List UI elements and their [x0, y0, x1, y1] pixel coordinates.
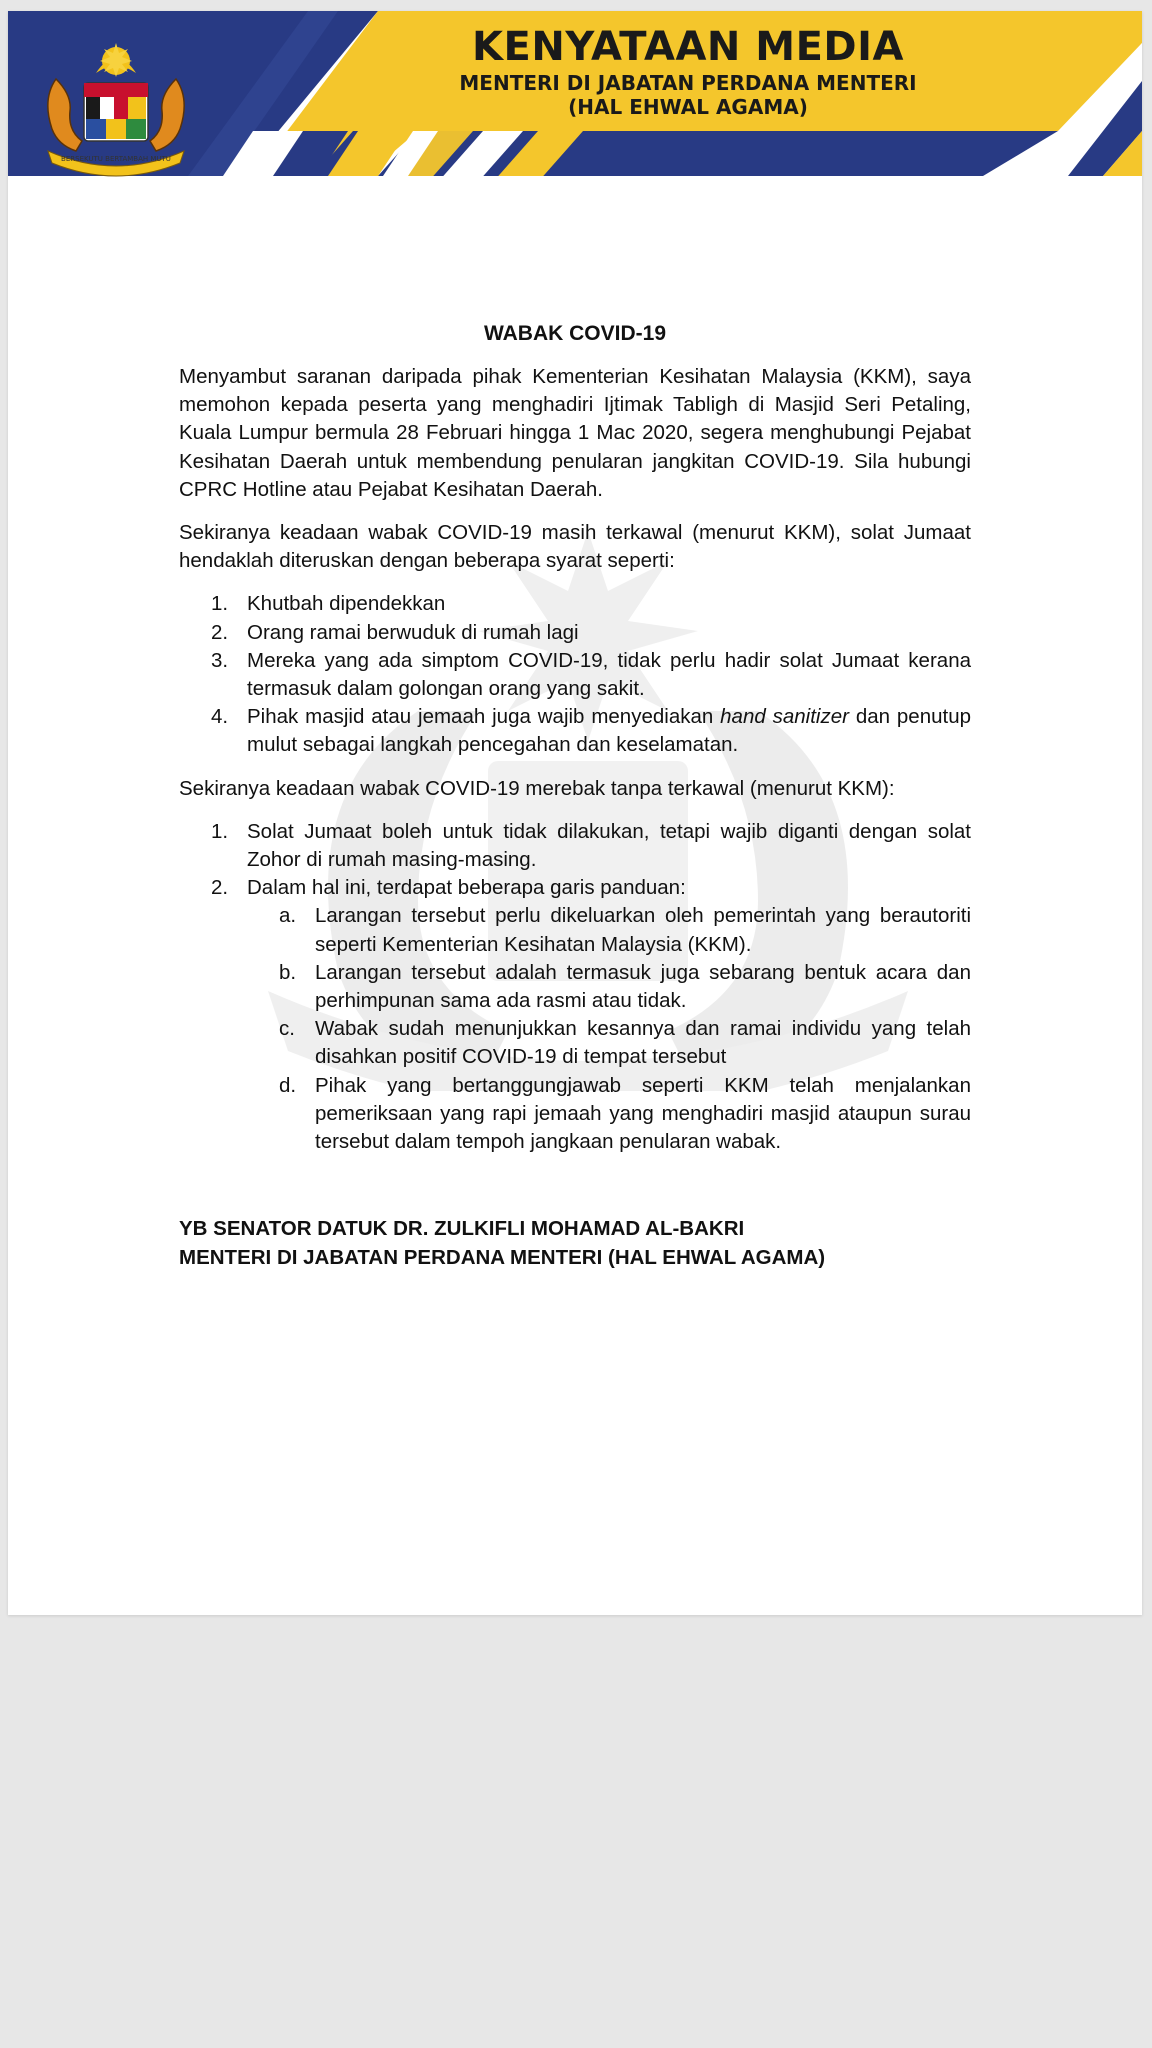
signature-title: MENTERI DI JABATAN PERDANA MENTERI (HAL EHWAL AGAMA)	[179, 1246, 826, 1270]
document-heading: WABAK COVID-19	[483, 322, 667, 345]
signature-block	[179, 1214, 971, 1272]
banner-subtitle-line1: MENTERI DI JABATAN PERDANA MENTERI	[459, 71, 917, 95]
list-item: 3. Mereka yang ada simptom COVID-19, tidak perlu hadir solat Jumaat kerana termasuk dalam golongan orang yang sakit.	[211, 648, 971, 701]
banner-title-block	[368, 23, 1008, 119]
paragraph-3: Sekiranya keadaan wabak COVID-19 merebak tanpa terkawal (menurut KKM):	[179, 776, 895, 800]
document-body	[179, 320, 971, 1272]
list-item: 1. Khutbah dipendekkan	[211, 592, 446, 616]
svg-text:BERSEKUTU BERTAMBAH MUTU: BERSEKUTU BERTAMBAH MUTU	[61, 155, 171, 163]
list-item: 2. Orang ramai berwuduk di rumah lagi	[211, 620, 579, 644]
conditions-list	[179, 590, 971, 759]
list-item: 2. Dalam hal ini, terdapat beberapa garis panduan: a. Larangan tersebut perlu dikeluarkan oleh pemerintah yang berautoriti seperti Kementerian Kesihatan Malaysia (KKM). b. Larangan tersebut adalah termasuk juga sebarang bentuk acara dan perhimpunan sama ada rasmi atau tidak. c. Wabak sudah menunjukkan kesannya dan ramai individu yang telah disahkan positif COVID-19 di tempat tersebut d. Pihak yang bertanggungjawab seperti KKM telah menjalankan pemeriksaan yang rapi jemaah yang menghadiri masjid ataupun surau tersebut dalam tempoh jangkaan penularan wabak.	[179, 874, 971, 1156]
list-item: 4. Pihak masjid atau jemaah juga wajib menyediakan hand sanitizer dan penutup mulut sebagai langkah pencegahan dan keselamatan.	[211, 705, 971, 757]
paragraph-1: Menyambut saranan daripada pihak Kementerian Kesihatan Malaysia (KKM), saya memohon kepada peserta yang menghadiri Ijtimak Tabligh di Masjid Seri Petaling, Kuala Lumpur bermula 28 Februari hingga 1 Mac 2020, segera menghubungi Pejabat Kesihatan Daerah untuk membendung penularan jangkitan COVID-19. Sila hubungi CPRC Hotline atau Pejabat Kesihatan Daerah.	[179, 365, 971, 501]
signature-name: YB SENATOR DATUK DR. ZULKIFLI MOHAMAD AL-BAKRI	[179, 1217, 745, 1241]
list-item: 1. Solat Jumaat boleh untuk tidak dilakukan, tetapi wajib diganti dengan solat Zohor di rumah masing-masing.	[211, 819, 971, 872]
sublist-item: c. Wabak sudah menunjukkan kesannya dan ramai individu yang telah disahkan positif COVID-19 di tempat tersebut	[279, 1017, 971, 1069]
banner-subtitle-line2: (HAL EHWAL AGAMA)	[568, 95, 808, 119]
guidelines-sublist	[247, 902, 971, 1156]
header-banner	[8, 11, 1142, 216]
sublist-item: d. Pihak yang bertanggungjawab seperti KKM telah menjalankan pemeriksaan yang rapi jemaah yang menghadiri masjid ataupun surau tersebut dalam tempoh jangkaan penularan wabak.	[279, 1073, 971, 1154]
document-page	[8, 11, 1142, 1615]
banner-title: KENYATAAN MEDIA	[472, 24, 904, 70]
sublist-item: a. Larangan tersebut perlu dikeluarkan oleh pemerintah yang berautoriti seperti Kementerian Kesihatan Malaysia (KKM).	[279, 904, 971, 956]
sublist-item: b. Larangan tersebut adalah termasuk juga sebarang bentuk acara dan perhimpunan sama ada rasmi atau tidak.	[279, 960, 971, 1013]
uncontrolled-list	[179, 818, 971, 1156]
malaysia-coat-of-arms-icon	[26, 39, 206, 185]
paragraph-2: Sekiranya keadaan wabak COVID-19 masih terkawal (menurut KKM), solat Jumaat hendaklah diteruskan dengan beberapa syarat seperti:	[179, 521, 971, 573]
